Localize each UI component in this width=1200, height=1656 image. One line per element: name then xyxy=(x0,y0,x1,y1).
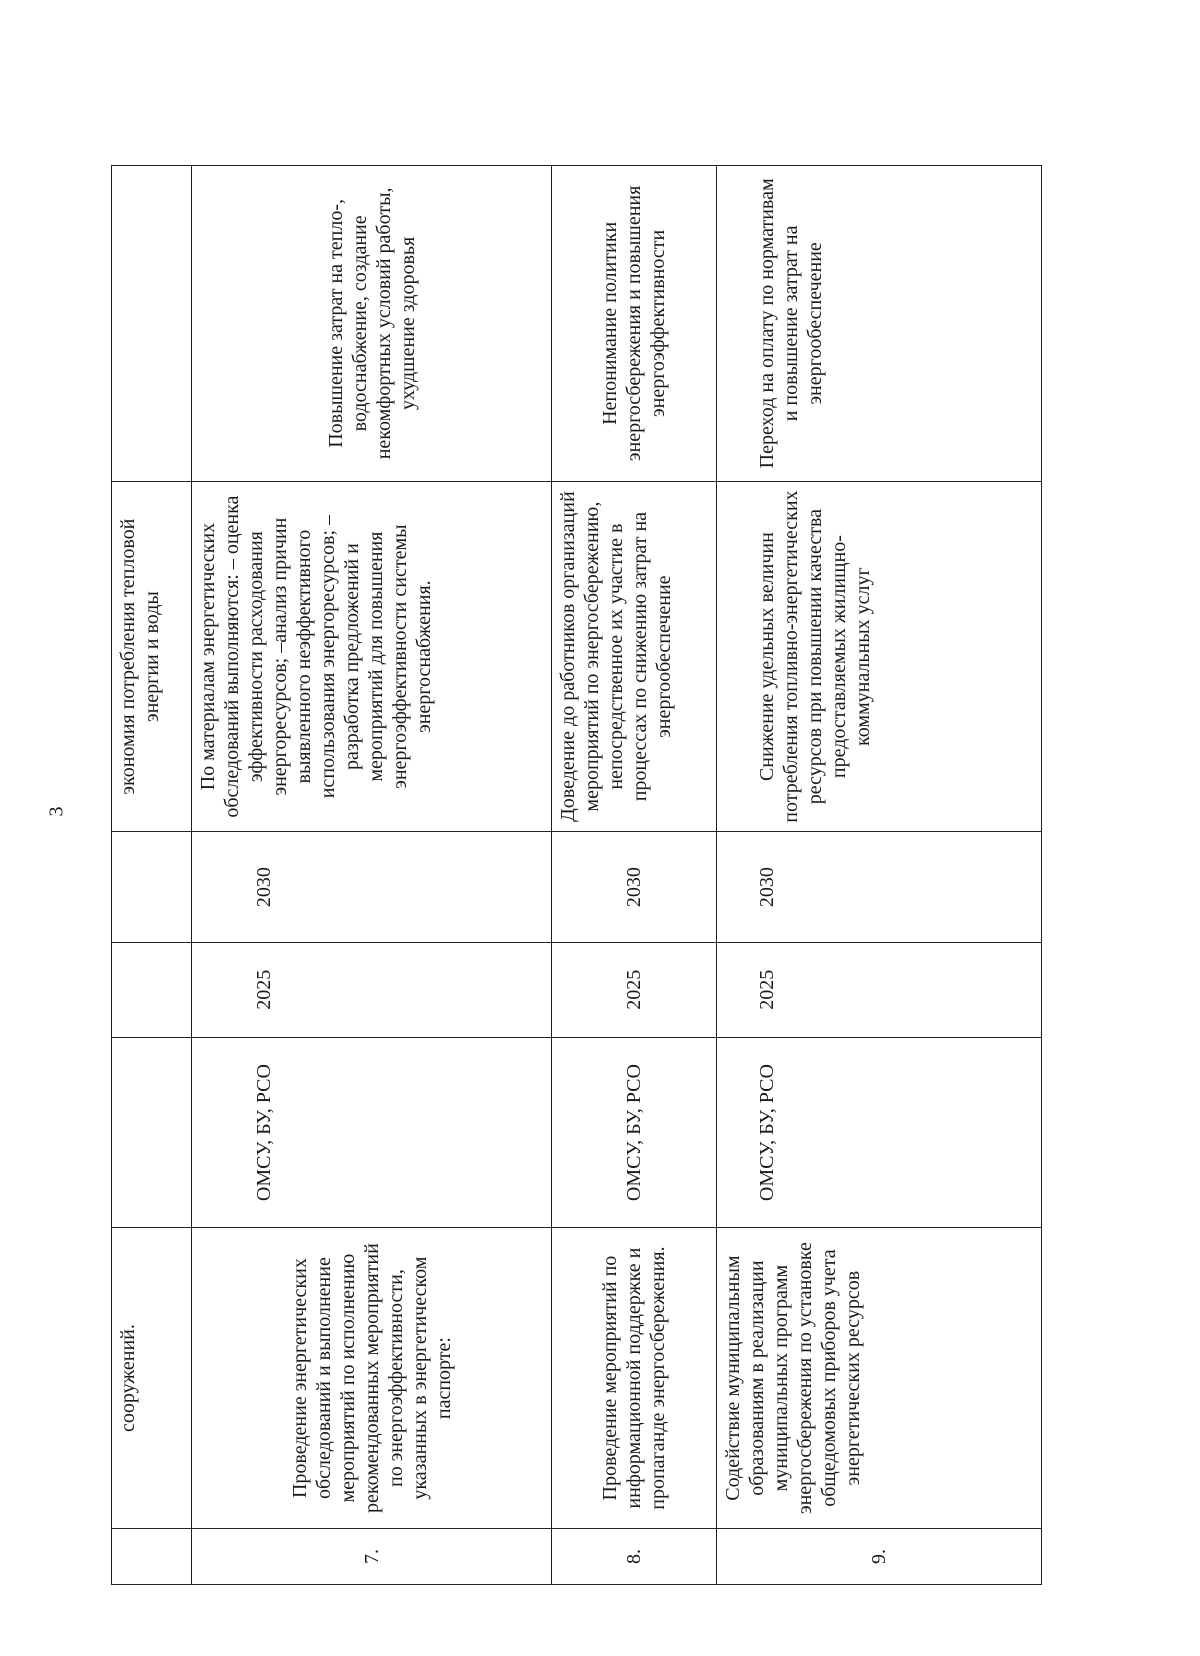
year-start xyxy=(112,942,192,1037)
measure-name: сооружений. xyxy=(112,1228,192,1529)
measure-name: Содействие муниципальным образованиям в реализации муниципальных программ энергосбережения по установке общедомовых приборов учета энергетических ресурсов xyxy=(717,1228,1042,1529)
page-number: 3 xyxy=(45,806,68,817)
row-number: 8. xyxy=(552,1528,717,1584)
risks-text xyxy=(112,166,192,482)
executor: ОМСУ, БУ, РСО xyxy=(717,1037,1042,1227)
table-row xyxy=(192,166,552,1585)
table-row xyxy=(552,166,717,1585)
row-number xyxy=(112,1528,192,1584)
row-number: 9. xyxy=(717,1528,1042,1584)
year-end: 2030 xyxy=(192,832,552,942)
rotated-table-wrapper xyxy=(111,165,1041,1585)
measure-name: Проведение мероприятий по информационной поддержке и пропаганде энергосбережения. xyxy=(552,1228,717,1529)
executor: ОМСУ, БУ, РСО xyxy=(192,1037,552,1227)
year-end xyxy=(112,832,192,942)
table-row xyxy=(112,166,192,1585)
actions-text: Доведение до работников организаций мероприятий по энергосбережению, непосредственное их участие в процессах по снижению затрат на энергообеспечение xyxy=(552,481,717,832)
year-start: 2025 xyxy=(192,942,552,1037)
row-number: 7. xyxy=(192,1528,552,1584)
table-row xyxy=(717,166,1042,1585)
year-end: 2030 xyxy=(717,832,1042,942)
measures-table xyxy=(111,165,1042,1585)
actions-text: По материалам энергетических обследований выполняются: – оценка эффективности расходования энергоресурсов; –анализ причин выявленного неэффективного использования энергоресурсов; – разработка предложений и мероприятий для повышения энергоэффективности системы энергоснабжения. xyxy=(192,481,552,832)
executor xyxy=(112,1037,192,1227)
year-start: 2025 xyxy=(552,942,717,1037)
risks-text: Переход на оплату по нормативам и повышение затрат на энергообеспечение xyxy=(717,166,1042,482)
year-start: 2025 xyxy=(717,942,1042,1037)
executor: ОМСУ, БУ, РСО xyxy=(552,1037,717,1227)
actions-text: Снижение удельных величин потребления топливно-энергетических ресурсов при повышении качества предоставляемых жилищно-коммунальных услуг xyxy=(717,481,1042,832)
year-end: 2030 xyxy=(552,832,717,942)
actions-text: экономия потребления тепловой энергии и воды xyxy=(112,481,192,832)
measure-name: Проведение энергетических обследований и выполнение мероприятий по исполнению рекомендованных мероприятий по энергоэффективности, указанных в энергетическом паспорте: xyxy=(192,1228,552,1529)
risks-text: Непонимание политики энергосбережения и повышения энергоэффективности xyxy=(552,166,717,482)
risks-text: Повышение затрат на тепло-, водоснабжение, создание некомфортных условий работы, ухудшение здоровья xyxy=(192,166,552,482)
